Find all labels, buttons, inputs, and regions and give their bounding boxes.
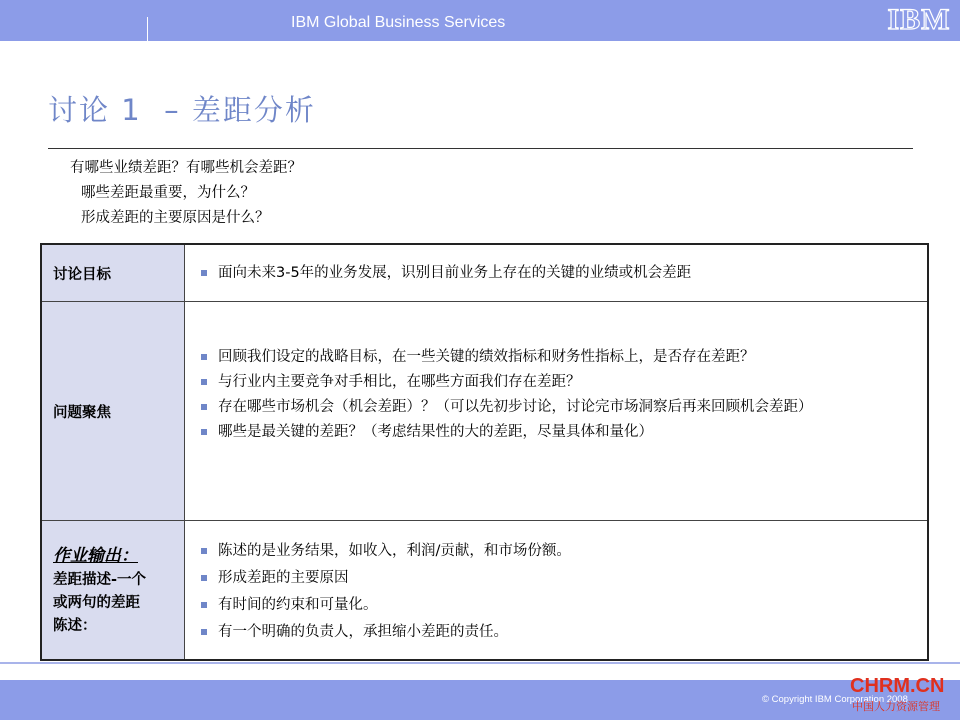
list-item: 与行业内主要竞争对手相比，在哪些方面我们存在差距？ <box>201 372 918 392</box>
list-item: 有一个明确的负责人，承担缩小差距的责任。 <box>201 622 927 642</box>
square-bullet-icon <box>201 548 207 554</box>
watermark-sub-text: 中国人力资源管理 <box>852 700 940 713</box>
output-label-line: 或两句的差距 <box>53 595 140 611</box>
square-bullet-icon <box>201 429 207 435</box>
question-3: 形成差距的主要原因是什么？ <box>81 210 270 226</box>
question-1: 有哪些业绩差距？有哪些机会差距？ <box>70 160 302 176</box>
square-bullet-icon <box>201 602 207 608</box>
output-label-line: 差距描述-一个 <box>53 572 147 588</box>
list-item: 哪些是最关键的差距？（考虑结果性的大的差距，尽量具体和量化） <box>201 422 918 442</box>
page-title: 讨论 1 – 差距分析 <box>48 93 316 127</box>
list-item: 陈述的是业务结果，如收入，利润/贡献，和市场份额。 <box>201 541 927 561</box>
discussion-table <box>40 243 929 661</box>
question-2: 哪些差距最重要，为什么？ <box>81 185 255 201</box>
square-bullet-icon <box>201 379 207 385</box>
table-row-focus <box>42 302 927 521</box>
list-item: 形成差距的主要原因 <box>201 568 927 588</box>
square-bullet-icon <box>201 629 207 635</box>
square-bullet-icon <box>201 404 207 410</box>
table-row-output <box>42 521 927 659</box>
row-content <box>185 302 927 520</box>
output-label-line: 陈述： <box>53 618 97 634</box>
square-bullet-icon <box>201 270 207 276</box>
list-item: 存在哪些市场机会（机会差距）？（可以先初步讨论，讨论完市场洞察后再来回顾机会差距） <box>201 397 918 417</box>
row-label <box>42 302 185 520</box>
row-label-text: 讨论目标 <box>53 266 111 283</box>
title-divider <box>48 148 913 149</box>
watermark-logo-text: CHRM.CN <box>850 675 945 697</box>
square-bullet-icon <box>201 575 207 581</box>
header-divider <box>147 17 148 41</box>
table-row-objective <box>42 245 927 302</box>
copyright-text: © Copyright IBM Corporation 2008 <box>762 694 908 705</box>
discussion-questions <box>70 156 302 231</box>
ibm-logo <box>884 4 954 34</box>
ibm-logo-text: IBM <box>887 4 951 34</box>
row-content <box>185 245 927 301</box>
output-title: 作业输出： <box>53 546 138 566</box>
list-item: 面向未来3-5年的业务发展，识别目前业务上存在的关键的业绩或机会差距 <box>201 263 927 283</box>
row-label <box>42 521 185 659</box>
header-bar <box>0 0 960 41</box>
row-content <box>185 521 927 659</box>
row-label <box>42 245 185 301</box>
list-item: 有时间的约束和可量化。 <box>201 595 927 615</box>
list-item: 回顾我们设定的战略目标，在一些关键的绩效指标和财务性指标上，是否存在差距？ <box>201 347 918 367</box>
footer-divider <box>0 662 960 664</box>
chrm-watermark-logo <box>848 670 948 716</box>
row-label-text: 问题聚焦 <box>53 404 111 421</box>
square-bullet-icon <box>201 354 207 360</box>
header-brand: IBM Global Business Services <box>291 14 506 31</box>
